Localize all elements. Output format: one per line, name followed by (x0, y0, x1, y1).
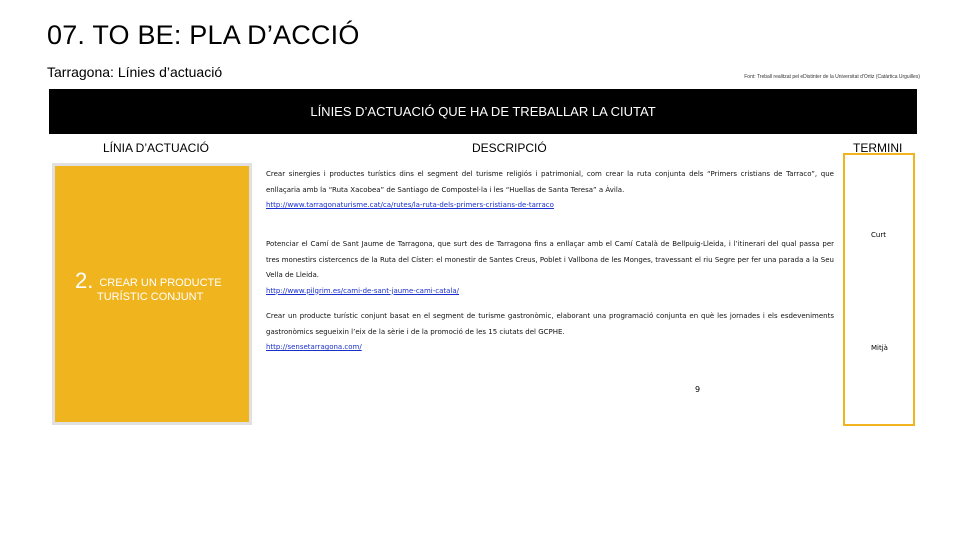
line-label-1: CREAR UN PRODUCTE (99, 277, 222, 289)
banner-text: LÍNIES D’ACTUACIÓ QUE HA DE TREBALLAR LA CIUTAT (310, 104, 656, 119)
termini-box (843, 153, 915, 426)
column-header-descripcio: DESCRIPCIÓ (472, 141, 547, 155)
page-subtitle: Tarragona: Línies d’actuació (47, 64, 223, 80)
line-number: 2. (75, 268, 94, 293)
description-item (266, 167, 834, 214)
line-label (75, 268, 222, 304)
termini-value: Curt (871, 231, 886, 239)
description-text: Crear un producte turístic conjunt basat en el segment de turisme gastronòmic, elaborant una programació conjunta en què les jornades i els esdeveniments gastronòmics segueixin l’eix de la sèrie i de la promoció de les 15 ciutats del GCPHE. (266, 312, 834, 336)
page-title: 07. TO BE: PLA D’ACCIÓ (47, 20, 360, 50)
description-text: Potenciar el Camí de Sant Jaume de Tarragona, que surt des de Tarragona fins a enllaçar amb el Camí Català de Bellpuig-Lleida, i l’itinerari del qual passa per tres monestirs cistercencs de la Ruta del Císter: el monestir de Santes Creus, Poblet i Vallbona de les Monges, travessant el riu Segre per fer una parada a la Seu Vella de Lleida. (266, 240, 834, 279)
description-link[interactable]: http://sensetarragona.com/ (266, 343, 362, 351)
column-header-termini: TERMINI (853, 141, 903, 155)
line-label-2: TURÍSTIC CONJUNT (97, 291, 204, 303)
page-number: 9 (695, 385, 701, 394)
description-link[interactable]: http://www.pilgrim.es/cami-de-sant-jaume-cami-catala/ (266, 286, 460, 295)
termini-value: Mitjà (871, 344, 888, 352)
description-link[interactable]: http://www.tarragonaturisme.cat/ca/rutes/la-ruta-dels-primers-cristians-de-tarraco (266, 201, 554, 209)
column-header-linia: LÍNIA D’ACTUACIÓ (103, 141, 210, 155)
banner (49, 89, 917, 134)
description-item (266, 237, 834, 299)
description-item (266, 309, 834, 356)
source-note: Font: Treball realitzat pel eDistinter de la Universitat d'Ortiz (Catàrtica Urguilles) (744, 74, 920, 80)
description-text: Crear sinergies i productes turístics dins el segment del turisme religiós i patrimonial, com crear la ruta conjunta dels “Primers cristians de Tarraco”, que enllaçaria amb la “Ruta Xacobea” de Santiago de Compostel·la i les “Huellas de Santa Teresa” a Àvila. (266, 170, 834, 194)
